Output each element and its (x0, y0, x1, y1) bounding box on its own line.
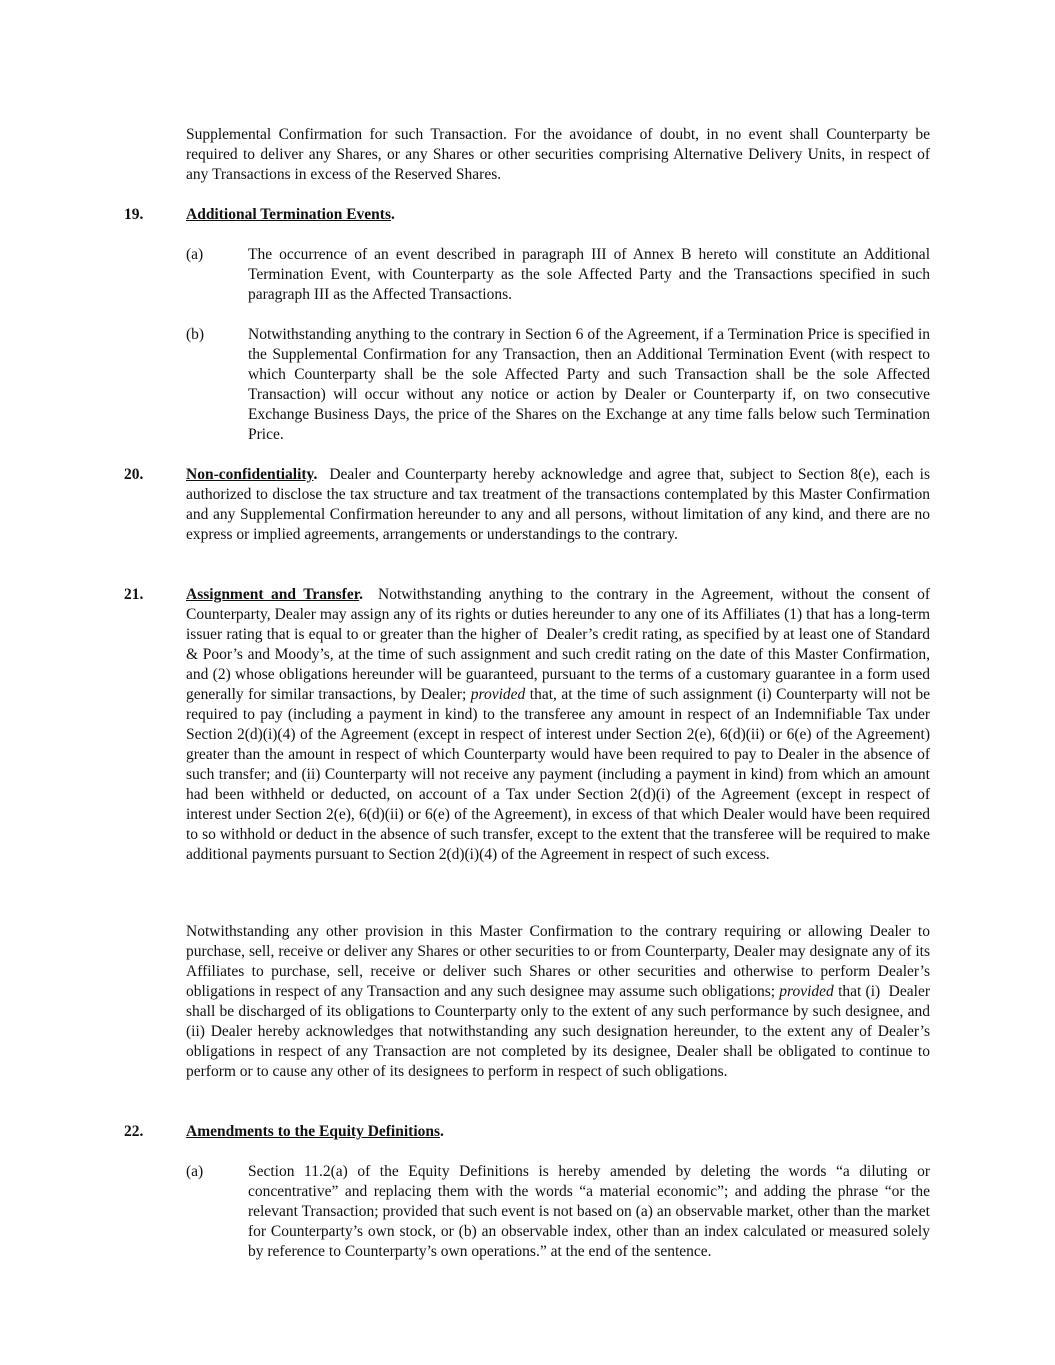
italic-term: provided (470, 686, 526, 703)
italic-term: provided (779, 983, 834, 1000)
heading-period: . (440, 1123, 444, 1140)
intro-paragraph: Supplemental Confirmation for such Transaction. For the avoidance of doubt, in no event shall Counterparty be required to deliver any Shares, or any Shares or other securities comprising Alternative Delivery Units, in respect of any Transactions in excess of the Reserved Shares. (186, 126, 930, 183)
section-body: Notwithstanding anything to the contrary in the Agreement, without the consent of Counterparty, Dealer may assign any of its rights or duties hereunder to any one of its Affiliates (1) that has a long-term issuer rating that is equal to or greater than the higher of Dealer’s credit rating, as specified by at least one of Standard & Poor’s and Moody’s, at the time of such assignment and such credit rating on the date of this Master Confirmation, and (2) whose obligations hereunder will be guaranteed, pursuant to the terms of a customary guarantee in a form used generally for similar transactions, by Dealer; (186, 586, 934, 703)
section-number: 22. (124, 1123, 144, 1140)
subsection-label: (b) (186, 326, 205, 343)
section-number: 20. (124, 466, 144, 483)
subsection-label: (a) (186, 246, 204, 263)
subsection-text: Section 11.2(a) of the Equity Definitions is hereby amended by deleting the words “a diluting or concentrative” and replacing them with the words “a material economic”; and adding the phrase “or the relevant Transaction; provided that such event is not based on (a) an observable market, other than the market for Counterparty’s own stock, or (b) an observable index, other than an index calculated or measured solely by reference to Counterparty’s own operations.” at the end of the sentence. (248, 1163, 930, 1260)
section-heading: Amendments to the Equity Definitions (186, 1123, 441, 1140)
section-paragraph (186, 585, 934, 865)
section-heading-line (186, 1122, 930, 1142)
section-heading: Additional Termination Events (186, 206, 391, 223)
subsection-text: The occurrence of an event described in paragraph III of Annex B hereto will constitute an Additional Termination Event, with Counterparty as the sole Affected Party and the Transactions specified in such paragraph III as the Affected Transactions. (248, 246, 930, 303)
heading-period: . (391, 206, 395, 223)
section-heading-line (186, 205, 930, 225)
subsection-label: (a) (186, 1163, 204, 1180)
section-paragraph (186, 922, 934, 1082)
section-heading: Assignment and Transfer (186, 586, 360, 603)
heading-period: . (313, 466, 318, 483)
section-body: Dealer and Counterparty hereby acknowledge and agree that, subject to Section 8(e), each is authorized to disclose the tax structure and tax treatment of the transactions contemplated by this Master Confirmation and any Supplemental Confirmation hereunder to any and all persons, without limitation of any kind, and there are no express or implied agreements, arrangements or understandings to the contrary. (186, 466, 934, 543)
section-body: that (i) Dealer shall be discharged of its obligations to Counterparty only to the extent of any such performance by such designee, and (ii) Dealer hereby acknowledges that notwithstanding any such designation hereunder, to the extent any of Dealer’s obligations in respect of any Transaction are not completed by its designee, Dealer shall be obligated to continue to perform or to cause any other of its designees to perform in respect of such obligations. (186, 983, 934, 1080)
section-number: 21. (124, 586, 144, 603)
section-body: that, at the time of such assignment (i) Counterparty will not be required to pay (including a payment in kind) to the transferee any amount in respect of an Indemnifiable Tax under Section 2(d)(i)(4) of the Agreement (except in respect of interest under Section 2(e), 6(d)(ii) or 6(e) of the Agreement) greater than the amount in respect of which Counterparty would have been required to pay to Dealer in the absence of such transfer; and (ii) Counterparty will not receive any payment (including a payment in kind) from which an amount had been withheld or deducted, on account of a Tax under Section 2(d)(i) of the Agreement (except in respect of interest under Section 2(e), 6(d)(ii) or 6(e) of the Agreement), in excess of that which Dealer would have been required to so withhold or deduct in the absence of such transfer, except to the extent that the transferee will be required to make additional payments pursuant to Section 2(d)(i)(4) of the Agreement in respect of such excess. (186, 686, 934, 863)
section-number: 19. (124, 206, 144, 223)
heading-period: . (359, 586, 364, 603)
section-paragraph (186, 465, 934, 545)
section-body: Notwithstanding any other provision in this Master Confirmation to the contrary requiring or allowing Dealer to purchase, sell, receive or deliver any Shares or other securities to or from Counterparty, Dealer may designate any of its Affiliates to purchase, sell, receive or deliver such Shares or other securities and otherwise to perform Dealer’s obligations in respect of any Transaction and any such designee may assume such obligations; (186, 923, 934, 1000)
subsection-text: Notwithstanding anything to the contrary in Section 6 of the Agreement, if a Termination Price is specified in the Supplemental Confirmation for any Transaction, then an Additional Termination Event (with respect to which Counterparty shall be the sole Affected Party and such Transaction shall be the sole Affected Transaction) will occur without any notice or action by Dealer or Counterparty if, on two consecutive Exchange Business Days, the price of the Shares on the Exchange at any time falls below such Termination Price. (248, 326, 930, 443)
section-heading: Non-confidentiality (186, 466, 314, 483)
